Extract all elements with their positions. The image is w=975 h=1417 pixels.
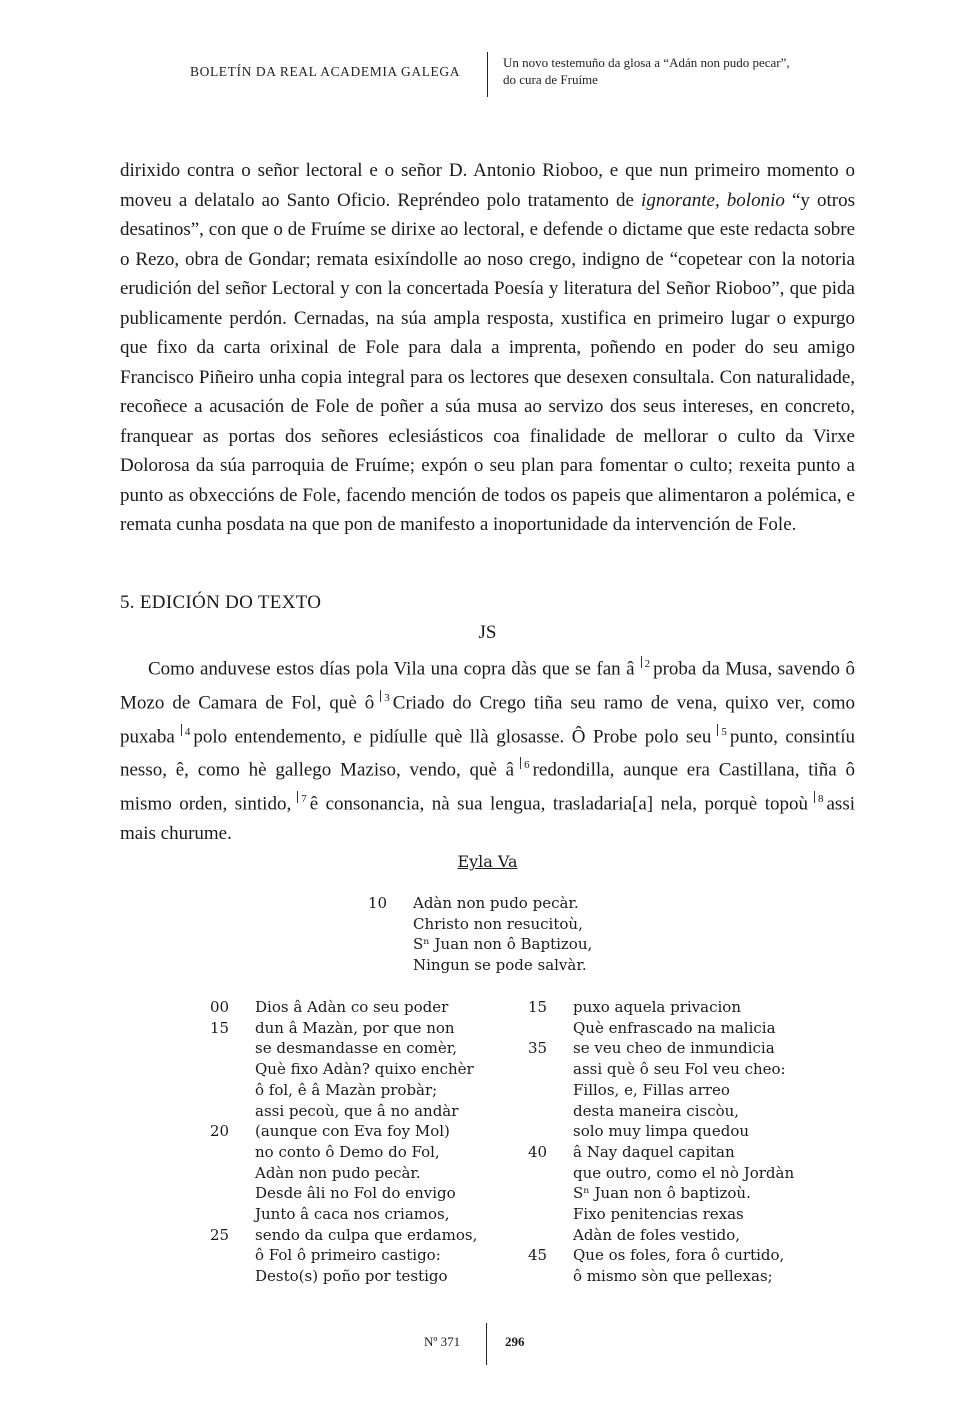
verse-text: Què enfrascado na malicia bbox=[573, 1018, 776, 1037]
verse-line bbox=[210, 997, 477, 1018]
poem-left-column bbox=[210, 997, 477, 1287]
verse-number bbox=[210, 1183, 255, 1204]
verse-line bbox=[528, 1059, 794, 1080]
verse-number: 45 bbox=[528, 1246, 548, 1265]
verse-line bbox=[210, 1038, 477, 1059]
verse-line bbox=[528, 1245, 794, 1266]
verse-text: assi pecoù, que â no andàr bbox=[255, 1101, 459, 1120]
verse-line bbox=[210, 1183, 477, 1204]
verse-line bbox=[368, 914, 592, 935]
verse-line bbox=[528, 1121, 794, 1142]
verse-number bbox=[528, 1266, 573, 1287]
verse-text: Adàn non pudo pecàr. bbox=[255, 1163, 421, 1182]
line-marker bbox=[380, 692, 390, 704]
line-break-bar bbox=[814, 791, 815, 803]
verse-number bbox=[210, 1038, 255, 1059]
verse-number bbox=[210, 1163, 255, 1184]
verse-number bbox=[210, 1101, 255, 1122]
verse-line bbox=[528, 1080, 794, 1101]
verse-line bbox=[528, 1101, 794, 1122]
verse-number bbox=[210, 1059, 255, 1080]
verse-line bbox=[210, 1080, 477, 1101]
header-divider bbox=[487, 52, 488, 97]
verse-number bbox=[210, 1142, 255, 1163]
verse-text: solo muy limpa quedou bbox=[573, 1122, 750, 1141]
verse-number bbox=[528, 1163, 573, 1184]
verse-text: Fillos, e, Fillas arreo bbox=[573, 1080, 730, 1099]
text-run: ê consonancia, nà sua lengua, trasladaria[a] nela, porquè topoù bbox=[309, 793, 808, 815]
line-number: 6 bbox=[524, 759, 530, 772]
article-title-line-2: do cura de Fruíme bbox=[503, 72, 598, 87]
verse-text: Adàn non pudo pecàr. bbox=[413, 894, 579, 912]
verse-text: ô fol, ê â Mazàn probàr; bbox=[255, 1080, 438, 1099]
verse-text: se desmandasse en comèr, bbox=[255, 1039, 458, 1058]
text-run: “y otros desatinos”, con que o de Fruíme se dirixe ao lectoral, e defende o dictame que este redacta sobre o Rezo, obra de Gondar; remata esixíndolle ao noso crego, indigno de “copetear con la notoria erudición del señor Lectoral y con la concertada Poesía y literatura del Señor Rioboo”, que pida publicamente perdón. Cernadas, na súa ampla resposta, xustifica en primeiro lugar o expurgo que fixo da carta orixinal de Fole para dala a imprenta, poñendo en poder do seu amigo Francisco Piñeiro unha copia integral para os lectores que desexen consultala. Con naturalidade, recoñece a acusación de Fole de poñer a súa musa ao servizo dos seus intereses, en concreto, franquear as portas dos señores eclesiásticos coa finalidade de mellorar o culto da Virxe Dolorosa da súa parroquia de Fruíme; expón o seu plan para fomentar o culto; rexeita punto a punto as obxeccións de Fole, facendo mención de todos os papeis que alimentaron a polémica, e remata cunha posdata na que pon de manifesto a inoportunidade da intervención de Fole. bbox=[120, 189, 855, 535]
line-break-bar bbox=[380, 690, 381, 702]
text-run: dirixido contra o señor lectoral e o señor D. Antonio Rioboo, e que nun primeiro momento o moveu a delatalo ao Santo Oficio. Repréndeo polo tratamento de bbox=[120, 160, 855, 211]
verse-number bbox=[528, 1101, 573, 1122]
verse-text: (aunque con Eva foy Mol) bbox=[255, 1122, 450, 1141]
edited-paragraph bbox=[120, 650, 855, 849]
text-run: Como anduvese estos días pola Vila una copra dàs que se fan â bbox=[148, 658, 635, 680]
line-number: 2 bbox=[644, 658, 651, 670]
line-break-bar bbox=[717, 724, 718, 736]
text-run: , bbox=[714, 189, 727, 211]
line-marker bbox=[297, 793, 307, 805]
verse-number: 00 bbox=[210, 998, 230, 1016]
verse-number bbox=[368, 914, 413, 935]
verse-number bbox=[528, 1225, 573, 1246]
verse-number: 25 bbox=[210, 1225, 230, 1244]
verse-number: 35 bbox=[528, 1039, 548, 1058]
text-run: proba da Musa, savendo ô Mozo de Camara de Fol, què ô bbox=[120, 658, 855, 714]
article-title-line-1: Un novo testemuño da glosa a “Adán non pudo pecar”, bbox=[503, 55, 790, 70]
verse-text: dun â Mazàn, por que non bbox=[255, 1018, 455, 1037]
verse-text: ô mismo sòn que pellexas; bbox=[573, 1267, 773, 1286]
verse-text: Sⁿ Juan non ô Baptizou, bbox=[413, 935, 593, 954]
verse-line bbox=[528, 1183, 794, 1204]
text-run: Criado do Crego tiña seu ramo de vena, quixo ver, como puxaba bbox=[120, 692, 855, 747]
line-marker bbox=[641, 658, 651, 670]
verse-number: 20 bbox=[210, 1122, 230, 1141]
line-marker bbox=[717, 726, 727, 738]
verse-number: 10 bbox=[368, 894, 388, 912]
verse-text: ô Fol ô primeiro castigo: bbox=[255, 1246, 441, 1265]
verse-line bbox=[528, 997, 794, 1018]
page-number: 296 bbox=[505, 1334, 525, 1349]
verse-line bbox=[210, 1245, 477, 1266]
verse-line bbox=[210, 1225, 477, 1246]
body-paragraph bbox=[120, 156, 855, 540]
verse-line bbox=[528, 1018, 794, 1039]
verse-text: Junto â caca nos criamos, bbox=[255, 1205, 450, 1224]
verse-text: â Nay daquel capitan bbox=[573, 1142, 735, 1161]
verse-text: Desde âli no Fol do envigo bbox=[255, 1184, 456, 1203]
line-number: 4 bbox=[184, 725, 191, 738]
verse-line bbox=[528, 1038, 794, 1059]
line-break-bar bbox=[520, 757, 521, 769]
line-marker bbox=[181, 726, 191, 738]
verse-line bbox=[210, 1142, 477, 1163]
verse-line bbox=[210, 1101, 477, 1122]
verse-number bbox=[210, 1245, 255, 1266]
verse-line bbox=[528, 1225, 794, 1246]
verse-line bbox=[528, 1266, 794, 1287]
verse-text: Dios â Adàn co seu poder bbox=[255, 998, 449, 1016]
line-number: 3 bbox=[384, 691, 390, 704]
verse-number bbox=[368, 955, 413, 976]
line-number: 5 bbox=[721, 725, 727, 738]
verse-text: desta maneira ciscòu, bbox=[573, 1101, 740, 1120]
verse-number: 40 bbox=[528, 1142, 548, 1161]
verse-line bbox=[528, 1204, 794, 1225]
poem-right-column bbox=[528, 997, 794, 1287]
line-marker bbox=[814, 793, 824, 805]
verse-line bbox=[528, 1142, 794, 1163]
verse-number bbox=[528, 1018, 573, 1039]
verse-number bbox=[368, 934, 413, 955]
verse-number bbox=[528, 1059, 573, 1080]
verse-text: puxo aquela privacion bbox=[573, 998, 741, 1016]
verse-text: Que os foles, fora ô curtido, bbox=[573, 1246, 785, 1265]
verse-line bbox=[210, 1163, 477, 1184]
verse-text: no conto ô Demo do Fol, bbox=[255, 1142, 440, 1161]
verse-number bbox=[210, 1080, 255, 1101]
manuscript-siglum: JS bbox=[478, 622, 497, 643]
italic-term: ignorante bbox=[641, 189, 715, 211]
line-number: 8 bbox=[818, 793, 824, 806]
verse-line bbox=[368, 955, 592, 976]
italic-term: bolonio bbox=[726, 189, 785, 211]
footer-divider bbox=[486, 1323, 487, 1365]
poem-title: Eyla Va bbox=[457, 852, 518, 871]
verse-line bbox=[368, 934, 592, 955]
verse-number: 15 bbox=[528, 998, 548, 1016]
article-title bbox=[503, 54, 863, 88]
verse-text: Adàn de foles vestido, bbox=[573, 1225, 741, 1244]
line-break-bar bbox=[641, 656, 642, 668]
line-number: 7 bbox=[301, 793, 307, 806]
verse-text: Christo non resucitoù, bbox=[413, 914, 583, 933]
verse-number bbox=[210, 1266, 255, 1287]
verse-text: que outro, como el nò Jordàn bbox=[573, 1163, 795, 1182]
verse-line bbox=[210, 1266, 477, 1287]
verse-text: Fixo penitencias rexas bbox=[573, 1205, 744, 1224]
verse-text: Sⁿ Juan non ô baptizoù. bbox=[573, 1184, 751, 1203]
verse-number bbox=[528, 1080, 573, 1101]
paragraph-1 bbox=[120, 156, 855, 540]
verse-text: Què fixo Adàn? quixo enchèr bbox=[255, 1060, 474, 1079]
journal-title: BOLETÍN DA REAL ACADEMIA GALEGA bbox=[190, 64, 461, 79]
verse-line bbox=[210, 1204, 477, 1225]
edited-prose bbox=[120, 650, 855, 849]
verse-number: 15 bbox=[210, 1018, 230, 1037]
text-run: assi mais churume. bbox=[120, 793, 855, 845]
verse-text: Desto(s) poño por testigo bbox=[255, 1267, 448, 1286]
verse-text: assi què ô seu Fol veu cheo: bbox=[573, 1060, 786, 1079]
verse-number bbox=[528, 1204, 573, 1225]
section-heading: 5. EDICIÓN DO TEXTO bbox=[120, 592, 322, 613]
verse-number bbox=[528, 1183, 573, 1204]
text-run: redondilla, aunque era Castillana, tiña ô mismo orden, sintido, bbox=[120, 759, 855, 815]
verse-line bbox=[368, 893, 592, 914]
verse-number bbox=[528, 1121, 573, 1142]
text-run: polo entendemento, e pidíulle què llà glosasse. Ô Probe polo seu bbox=[193, 725, 712, 747]
line-marker bbox=[520, 759, 530, 771]
verse-text: Ningun se pode salvàr. bbox=[413, 956, 587, 975]
verse-line bbox=[528, 1163, 794, 1184]
verse-line bbox=[210, 1018, 477, 1039]
line-break-bar bbox=[181, 724, 182, 736]
verse-line bbox=[210, 1121, 477, 1142]
verse-text: sendo da culpa que erdamos, bbox=[255, 1225, 478, 1244]
text-run: punto, consintíu nesso, ê, como hè gallego Maziso, vendo, què â bbox=[120, 725, 855, 781]
poem-estribillo bbox=[368, 893, 592, 976]
verse-text: se veu cheo de inmundicia bbox=[573, 1039, 775, 1058]
verse-number bbox=[210, 1204, 255, 1225]
line-break-bar bbox=[297, 791, 298, 803]
verse-line bbox=[210, 1059, 477, 1080]
issue-number: Nº 371 bbox=[424, 1334, 461, 1349]
